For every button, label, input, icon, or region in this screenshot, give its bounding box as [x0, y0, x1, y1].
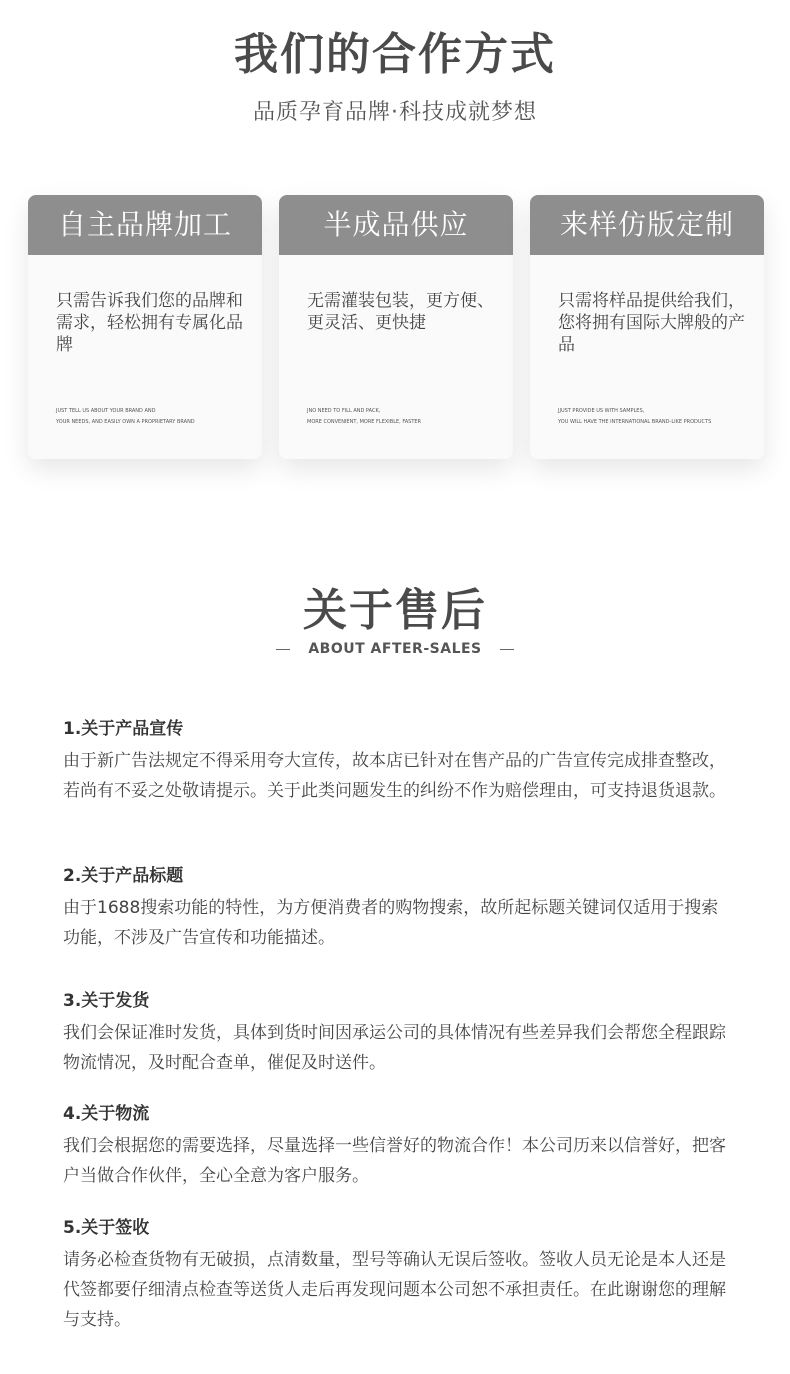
card-english-line: JNO NEED TO FILL AND PACK, [307, 408, 381, 414]
card-english-text [558, 406, 763, 428]
divider-dash [500, 649, 514, 650]
card-text: 无需灌装包装，更方便、更灵活、更快捷 [307, 291, 494, 333]
section-title: 2.关于产品标题 [63, 866, 184, 886]
section-title: 4.关于物流 [63, 1104, 150, 1124]
section-title: 1.关于产品宣传 [63, 719, 184, 739]
after-sales-subtitle-text: ABOUT AFTER-SALES [308, 641, 482, 657]
section-text: 请务必检查货物有无破损，点清数量，型号等确认无误后签收。签收人员无论是本人还是代签都要仔细清点检查等送货人走后再发现问题本公司恕不承担责任。在此谢谢您的理解与支持。 [63, 1250, 726, 1330]
cooperation-subtitle: 品质孕育品牌·科技成就梦想 [253, 100, 537, 125]
card-title: 半成品供应 [279, 195, 513, 255]
card-text: 只需将样品提供给我们，您将拥有国际大牌般的产品 [558, 291, 745, 355]
section-text: 由于1688搜索功能的特性，为方便消费者的购物搜索，故所起标题关键词仅适用于搜索功能，不涉及广告宣传和功能描述。 [63, 898, 719, 948]
card-english-line: YOU WILL HAVE THE INTERNATIONAL BRAND-LIKE PRODUCTS [558, 419, 712, 425]
card-english-text [307, 406, 512, 428]
section-receipt [63, 1215, 728, 1335]
section-product-title [63, 863, 728, 953]
cooperation-title: 我们的合作方式 [234, 29, 556, 80]
section-text: 我们会保证准时发货，具体到货时间因承运公司的具体情况有些差异我们会帮您全程跟踪物流情况，及时配合查单，催促及时送件。 [63, 1023, 726, 1073]
after-sales-title: 关于售后 [303, 585, 487, 636]
section-logistics [63, 1101, 728, 1191]
card-english-line: JJUST PROVIDE US WITH SAMPLES, [558, 408, 645, 414]
card-sample-customization [530, 195, 764, 459]
card-english-line: MORE CONVENIENT, MORE FLEXIBLE, FASTER [307, 419, 422, 425]
card-english-line: YOUR NEEDS, AND EASILY OWN A PROPRIETARY BRAND [56, 419, 195, 425]
card-own-brand [28, 195, 262, 459]
section-promotion [63, 716, 728, 806]
section-text: 由于新广告法规定不得采用夸大宣传，故本店已针对在售产品的广告宣传完成排查整改，若尚有不妥之处敬请提示。关于此类问题发生的纠纷不作为赔偿理由，可支持退货退款。 [63, 751, 726, 801]
divider-dash [276, 649, 290, 650]
card-semi-finished [279, 195, 513, 459]
card-english-text [56, 406, 261, 428]
section-title: 5.关于签收 [63, 1218, 150, 1238]
card-title: 自主品牌加工 [28, 195, 262, 255]
section-text: 我们会根据您的需要选择，尽量选择一些信誉好的物流合作！本公司历来以信誉好，把客户当做合作伙伴，全心全意为客户服务。 [63, 1136, 726, 1186]
section-shipping [63, 988, 728, 1078]
card-text: 只需告诉我们您的品牌和需求，轻松拥有专属化品牌 [56, 291, 243, 355]
card-title: 来样仿版定制 [530, 195, 764, 255]
section-title: 3.关于发货 [63, 991, 150, 1011]
after-sales-subtitle [0, 641, 790, 657]
card-english-line: JUST TELL US ABOUT YOUR BRAND AND [56, 408, 156, 414]
